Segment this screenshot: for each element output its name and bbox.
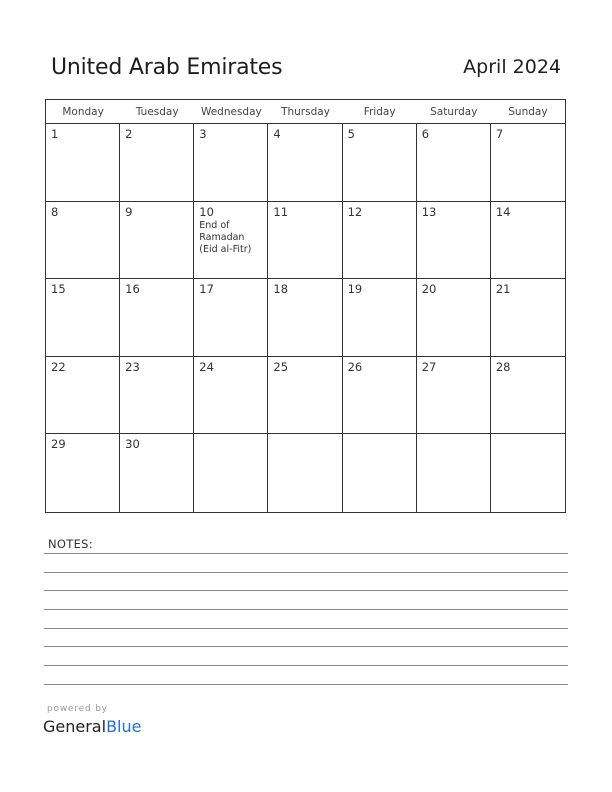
day-number: 15 xyxy=(51,282,66,297)
day-cell xyxy=(46,124,120,201)
note-line xyxy=(44,572,568,573)
day-number: 5 xyxy=(347,127,355,141)
day-number: 8 xyxy=(51,204,59,219)
brand-logo xyxy=(43,717,141,736)
weekday-header: Monday xyxy=(62,106,104,118)
day-cell xyxy=(46,202,120,279)
day-number: 26 xyxy=(347,359,363,374)
powered-by-text: powered by xyxy=(47,704,108,714)
weekday-header-row xyxy=(46,100,565,124)
day-number: 3 xyxy=(199,127,207,141)
day-cell xyxy=(417,357,491,434)
day-cell xyxy=(491,279,565,356)
notes-label: NOTES: xyxy=(48,537,93,551)
weekday-header: Wednesday xyxy=(200,106,262,118)
day-number: 29 xyxy=(51,437,66,452)
day-cell xyxy=(120,124,194,201)
day-number: 11 xyxy=(273,204,289,219)
day-cell xyxy=(194,202,268,279)
weekday-header: Sunday xyxy=(508,106,548,118)
day-cell xyxy=(343,124,417,201)
day-cell xyxy=(417,434,491,512)
calendar-grid xyxy=(45,99,566,513)
day-cell xyxy=(120,279,194,356)
day-number: 24 xyxy=(199,359,214,374)
note-line xyxy=(44,646,568,647)
day-number: 27 xyxy=(421,359,437,374)
day-number: 1 xyxy=(51,127,59,141)
day-number: 28 xyxy=(495,359,511,374)
day-cell xyxy=(343,279,417,356)
day-number: 21 xyxy=(495,282,511,297)
day-cell xyxy=(417,279,491,356)
weekday-header: Friday xyxy=(363,106,396,118)
day-cell xyxy=(194,279,268,356)
note-line xyxy=(44,684,568,685)
day-cell xyxy=(417,202,491,279)
day-cell xyxy=(491,124,565,201)
day-number: 17 xyxy=(199,282,214,297)
note-line xyxy=(44,553,568,554)
day-number: 16 xyxy=(125,282,140,297)
week-row xyxy=(46,434,565,512)
day-number: 25 xyxy=(273,359,289,374)
day-cell xyxy=(268,357,342,434)
week-row xyxy=(46,279,565,357)
week-row xyxy=(46,124,565,202)
day-number: 4 xyxy=(273,127,281,141)
day-cell xyxy=(268,124,342,201)
weekday-header: Tuesday xyxy=(135,106,179,118)
day-number: 19 xyxy=(347,282,363,297)
weekday-header: Saturday xyxy=(430,106,478,118)
day-cell xyxy=(46,434,120,512)
brand-name-part1: General xyxy=(43,717,107,736)
day-cell xyxy=(46,357,120,434)
day-cell xyxy=(343,202,417,279)
week-row xyxy=(46,202,565,280)
day-number: 6 xyxy=(421,127,430,141)
day-number: 9 xyxy=(125,204,133,219)
day-cell xyxy=(268,434,342,512)
day-cell xyxy=(268,279,342,356)
brand-name-part2: Blue xyxy=(106,717,142,736)
day-number: 18 xyxy=(273,282,289,297)
note-line xyxy=(44,665,568,666)
day-number: 2 xyxy=(125,127,133,141)
day-number: 14 xyxy=(495,204,511,219)
day-number: 10 xyxy=(199,204,214,219)
day-cell xyxy=(491,202,565,279)
country-title: United Arab Emirates xyxy=(51,55,283,80)
day-cell xyxy=(194,357,268,434)
day-cell xyxy=(194,434,268,512)
week-row xyxy=(46,357,565,435)
day-cell xyxy=(120,434,194,512)
weekday-header: Thursday xyxy=(281,106,330,118)
day-number: 30 xyxy=(125,437,140,452)
day-number: 22 xyxy=(51,359,66,374)
day-cell xyxy=(268,202,342,279)
day-cell xyxy=(417,124,491,201)
day-cell xyxy=(491,434,565,512)
day-cell xyxy=(46,279,120,356)
day-cell xyxy=(491,357,565,434)
day-cell xyxy=(194,124,268,201)
note-line xyxy=(44,628,568,629)
note-line xyxy=(44,609,568,610)
day-number: 12 xyxy=(347,204,363,219)
day-number: 13 xyxy=(421,204,437,219)
holiday-event: End of Ramadan (Eid al-Fitr) xyxy=(199,219,252,255)
note-line xyxy=(44,590,568,591)
day-cell xyxy=(120,202,194,279)
day-number: 7 xyxy=(495,127,504,141)
day-cell xyxy=(343,434,417,512)
day-cell xyxy=(120,357,194,434)
day-cell xyxy=(343,357,417,434)
day-number: 20 xyxy=(421,282,437,297)
month-title: April 2024 xyxy=(463,56,561,78)
day-number: 23 xyxy=(125,359,140,374)
